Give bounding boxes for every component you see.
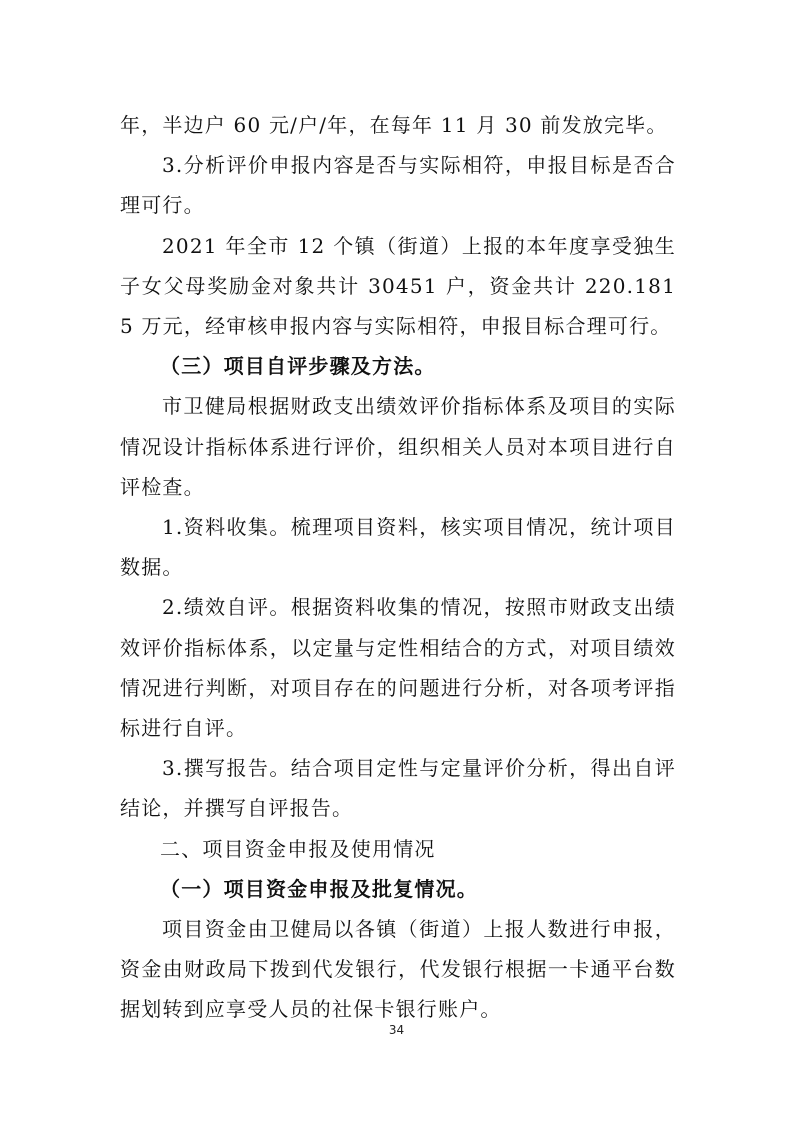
subheading-funding-approval: （一）项目资金申报及批复情况。 bbox=[160, 876, 478, 901]
paragraph-funding-process: 项目资金由卫健局以各镇（街道）上报人数进行申报，资金由财政局下拨到代发银行，代发银行根据一卡通平台数据划转到应享受人员的社保卡银行账户。 bbox=[120, 917, 676, 1022]
paragraph-continuation: 年，半边户 60 元/户/年，在每年 11 月 30 前发放完毕。 bbox=[120, 113, 668, 137]
page-number: 34 bbox=[388, 1023, 405, 1037]
paragraph-evaluation-intro: 市卫健局根据财政支出绩效评价指标体系及项目的实际情况设计指标体系进行评价，组织相关人员对本项目进行自评检查。 bbox=[120, 394, 676, 499]
paragraph-step-1-data-collection: 1.资料收集。梳理项目资料，核实项目情况，统计项目数据。 bbox=[120, 515, 676, 580]
paragraph-step-3-report-writing: 3.撰写报告。结合项目定性与定量评价分析，得出自评结论，并撰写自评报告。 bbox=[120, 756, 676, 821]
paragraph-step-2-self-evaluation: 2.绩效自评。根据资料收集的情况，按照市财政支出绩效评价指标体系，以定量与定性相结合的方式，对项目绩效情况进行判断，对项目存在的问题进行分析，对各项考评指标进行自评。 bbox=[120, 595, 676, 741]
paragraph-2021-summary: 2021 年全市 12 个镇（街道）上报的本年度享受独生子女父母奖励金对象共计 30451 户，资金共计 220.1815 万元，经审核申报内容与实际相符，申报目标合理可行。 bbox=[120, 233, 676, 339]
subheading-self-evaluation-steps: （三）项目自评步骤及方法。 bbox=[160, 354, 436, 379]
paragraph-item-3-analysis: 3.分析评价申报内容是否与实际相符，申报目标是否合理可行。 bbox=[120, 153, 676, 218]
document-body bbox=[120, 105, 676, 1030]
section-heading-funding: 二、项目资金申报及使用情况 bbox=[160, 836, 436, 861]
